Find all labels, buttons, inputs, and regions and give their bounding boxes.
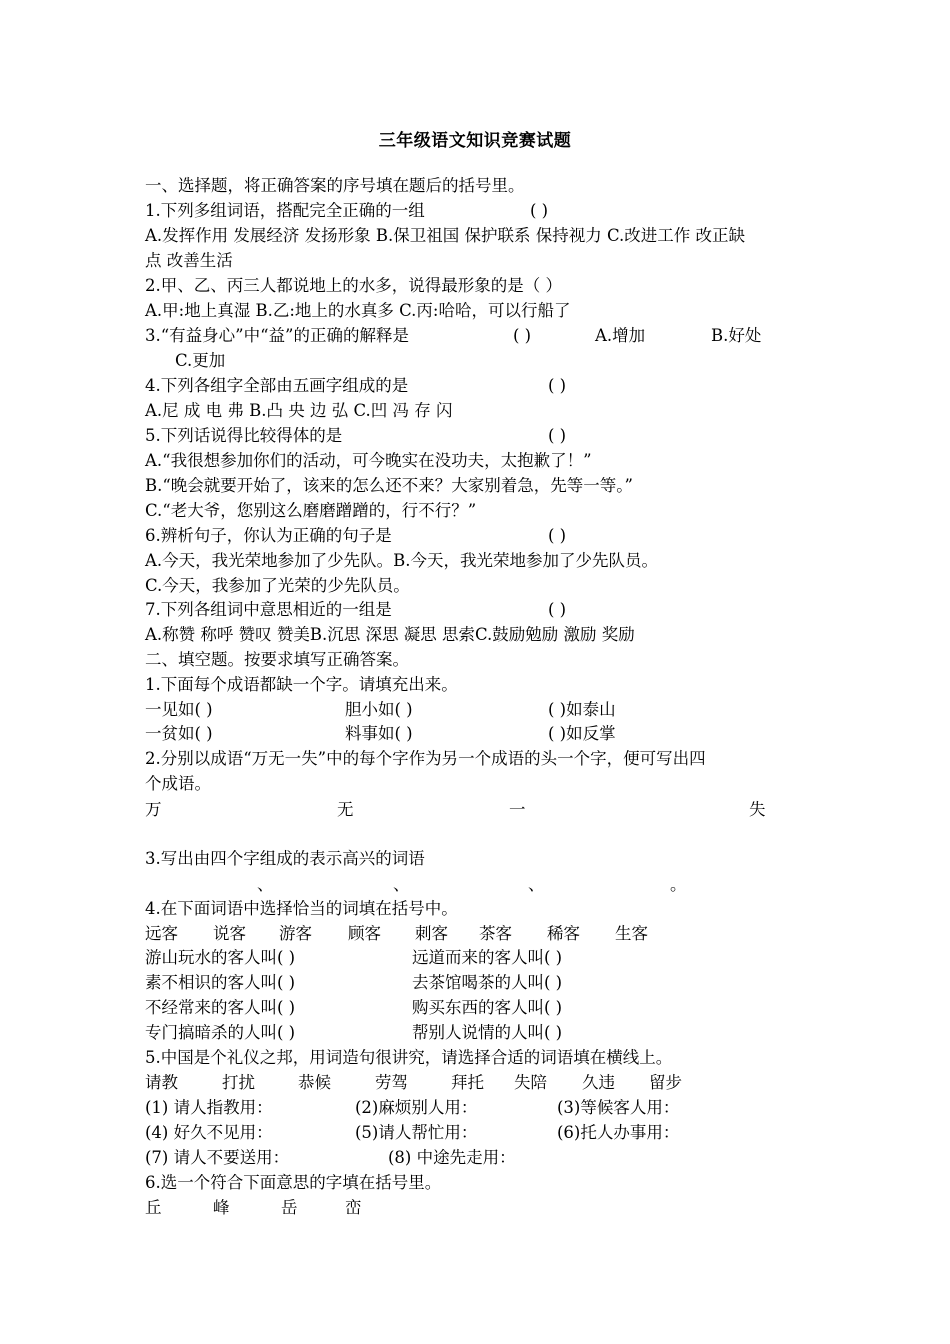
question-4-options: A.尼 成 电 弗 B.凸 央 边 弘 C.凹 冯 存 闪 [145,401,453,420]
definition-blank: 游山玩水的客人叫( ) [145,948,296,967]
question-3-text: 3.“有益身心”中“益”的正确的解释是 [145,326,409,345]
char-option: 岳 [281,1198,298,1217]
idiom-blank: 一见如( ) [145,700,213,719]
usage-prompt: (2)麻烦别人用： [355,1098,478,1117]
idiom-start-char: 失 [749,800,766,819]
answer-paren: ( ) [548,376,567,395]
question-1-options-b: 点 改善生活 [145,251,233,270]
idiom-start-char: 万 [145,800,162,819]
question-1-text: 1.下列多组词语，搭配完全正确的一组 [145,201,425,220]
fill-4-row [145,971,563,995]
option-c: C.更加 [175,351,226,370]
definition-blank: 专门搞暗杀的人叫( ) [145,1023,296,1042]
question-4 [145,374,567,398]
fill-4-row [145,996,563,1020]
fill-5: 5.中国是个礼仪之邦，用词造句很讲究，请选择合适的词语填在横线上。 [145,1048,673,1067]
word-option: 恭候 [298,1073,331,1092]
fill-4-row [145,946,563,970]
question-6-text: 6.辨析句子，你认为正确的句子是 [145,526,392,545]
question-5-text: 5.下列话说得比较得体的是 [145,426,343,445]
fill-1: 1.下面每个成语都缺一个字。请填充出来。 [145,675,458,694]
word-option: 请教 [145,1073,178,1092]
question-6 [145,524,567,548]
idiom-blank: ( )如泰山 [548,700,616,719]
definition-blank: 远道而来的客人叫( ) [412,948,563,967]
word-option: 茶客 [479,924,512,943]
question-1-options-a: A.发挥作用 发展经济 发扬形象 B.保卫祖国 保护联系 保持视力 C.改进工作 改正缺 [145,226,746,245]
question-5 [145,424,567,448]
question-5-option-b: B.“晚会就要开始了，该来的怎么还不来？大家别着急，先等一等。” [145,476,633,495]
fill-6: 6.选一个符合下面意思的字填在括号里。 [145,1173,442,1192]
fill-1-row-1 [145,698,616,722]
word-option: 打扰 [222,1073,255,1092]
idiom-start-char: 一 [509,800,526,819]
usage-prompt: (8) 中途先走用： [388,1148,516,1167]
section-2-heading: 二、填空题。按要求填写正确答案。 [145,650,409,669]
section-1-heading: 一、选择题，将正确答案的序号填在题后的括号里。 [145,176,525,195]
usage-prompt: (6)托人办事用： [557,1123,680,1142]
question-6-option-c: C.今天，我参加了光荣的少先队员。 [145,576,410,595]
blank-separator: 、 [257,875,274,894]
idiom-start-char: 无 [337,800,354,819]
answer-paren: ( ) [548,426,567,445]
question-7-text: 7.下列各组词中意思相近的一组是 [145,600,392,619]
word-option: 生客 [615,924,648,943]
page-title: 三年级语文知识竞赛试题 [378,131,572,151]
question-4-text: 4.下列各组字全部由五画字组成的是 [145,376,409,395]
word-option: 劳驾 [375,1073,408,1092]
fill-2-line-a: 2.分别以成语“万无一失”中的每个字作为另一个成语的头一个字，便可写出四 [145,749,706,768]
answer-paren: ( ) [513,326,532,345]
word-option: 久违 [582,1073,615,1092]
answer-paren: ( ) [548,526,567,545]
fill-5-row [145,1096,680,1120]
word-option: 拜托 [451,1073,484,1092]
fill-5-row [145,1146,516,1170]
fill-2-line-b: 个成语。 [145,774,211,793]
char-option: 丘 [145,1198,162,1217]
usage-prompt: (1) 请人指教用： [145,1098,273,1117]
question-6-options-ab: A.今天，我光荣地参加了少先队。B.今天，我光荣地参加了少先队员。 [145,551,659,570]
definition-blank: 素不相识的客人叫( ) [145,973,296,992]
word-option: 游客 [279,924,312,943]
question-5-option-c: C.“老大爷，您别这么磨磨蹭蹭的，行不行？” [145,501,477,520]
question-3 [145,324,762,348]
definition-blank: 去茶馆喝茶的人叫( ) [412,973,563,992]
usage-prompt: (7) 请人不要送用： [145,1148,290,1167]
question-7-options: A.称赞 称呼 赞叹 赞美B.沉思 深思 凝思 思索C.鼓励勉励 激励 奖励 [145,625,635,644]
word-option: 顾客 [348,924,381,943]
fill-1-row-2 [145,722,616,746]
word-option: 留步 [649,1073,682,1092]
word-option: 说客 [213,924,246,943]
fill-4-row [145,1021,563,1045]
fill-2-chars [145,798,766,822]
char-option: 峰 [213,1198,230,1217]
question-5-option-a: A.“我很想参加你们的活动，可今晚实在没功夫，太抱歉了！” [145,451,592,470]
usage-prompt: (3)等候客人用： [557,1098,680,1117]
definition-blank: 帮别人说情的人叫( ) [412,1023,563,1042]
idiom-blank: 一贫如( ) [145,724,213,743]
fill-5-row [145,1121,680,1145]
word-option: 远客 [145,924,178,943]
option-b: B.好处 [711,326,762,345]
word-option: 刺客 [415,924,448,943]
question-1 [145,199,549,223]
definition-blank: 不经常来的客人叫( ) [145,998,296,1017]
definition-blank: 购买东西的客人叫( ) [412,998,563,1017]
usage-prompt: (5)请人帮忙用： [355,1123,478,1142]
blank-separator: 、 [393,875,410,894]
fill-3: 3.写出由四个字组成的表示高兴的词语 [145,849,425,868]
usage-prompt: (4) 好久不见用： [145,1123,273,1142]
blank-end: 。 [670,875,687,894]
word-option: 稀客 [547,924,580,943]
fill-4: 4.在下面词语中选择恰当的词填在括号中。 [145,899,458,918]
option-a: A.增加 [595,326,646,345]
question-2: 2.甲、乙、丙三人都说地上的水多，说得最形象的是（ ） [145,276,562,295]
idiom-blank: ( )如反掌 [548,724,616,743]
answer-paren: ( ) [548,600,567,619]
answer-paren: ( ) [530,201,549,220]
blank-separator: 、 [528,875,545,894]
question-7 [145,598,567,622]
question-2-options: A.甲:地上真湿 B.乙:地上的水真多 C.丙:哈哈，可以行船了 [145,301,571,320]
word-option: 失陪 [514,1073,547,1092]
idiom-blank: 料事如( ) [345,724,413,743]
char-option: 峦 [345,1198,362,1217]
idiom-blank: 胆小如( ) [345,700,413,719]
